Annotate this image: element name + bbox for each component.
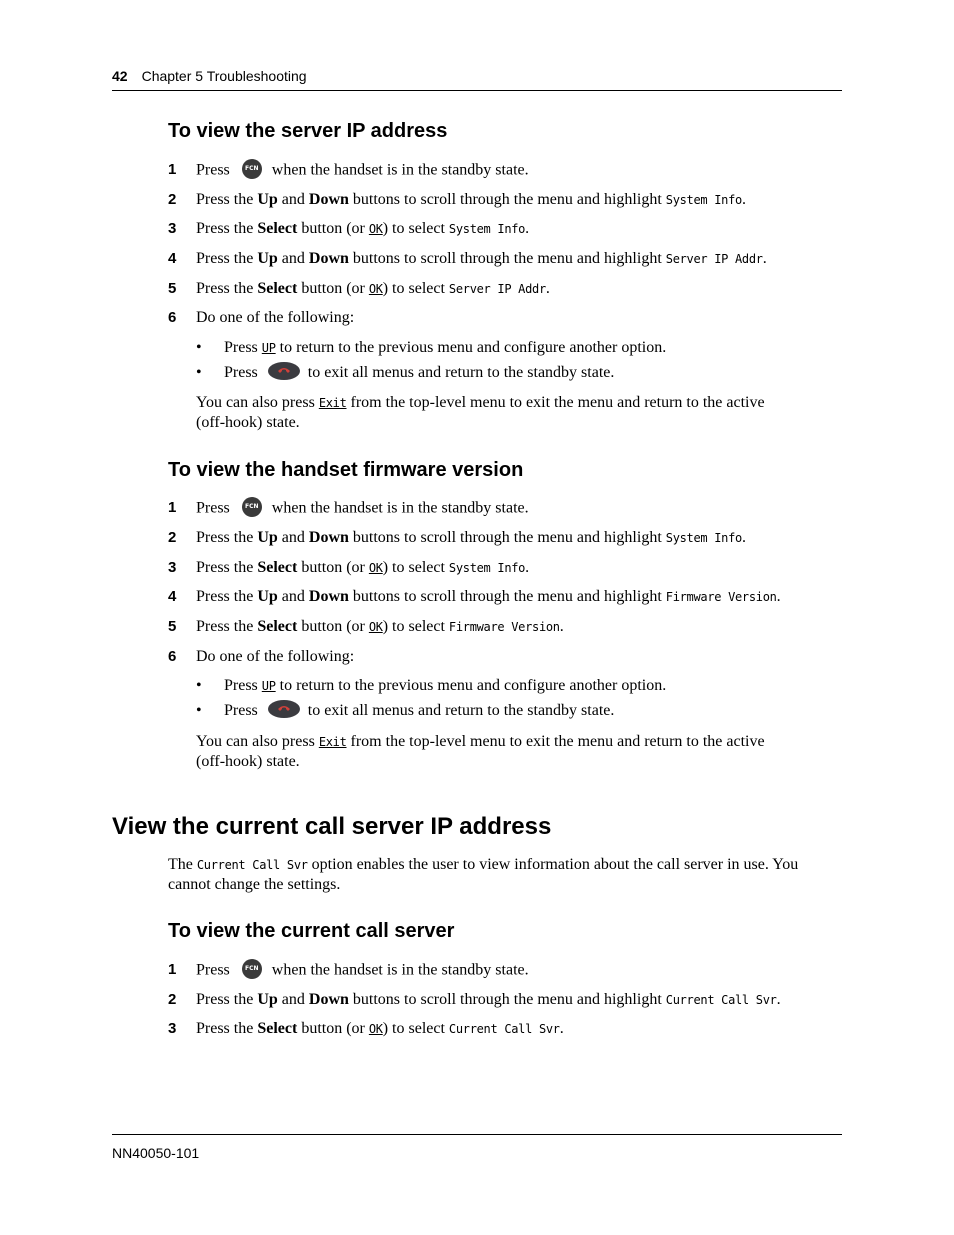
menu-item-text: System Info [448, 561, 526, 575]
chapter-title: Chapter 5 Troubleshooting [141, 68, 307, 84]
menu-item-text: Firmware Version [448, 620, 560, 634]
exit-note: You can also press Exit from the top-level menu to exit the menu and return to the active (off-hook) state. [196, 394, 765, 431]
section-title-firmware: To view the handset firmware version [168, 459, 524, 481]
ok-softkey-text: OK [368, 1022, 383, 1036]
menu-item-text: Current Call Svr [448, 1022, 560, 1036]
exit-softkey-text: Exit [318, 396, 347, 410]
section-title-server-ip: To view the server IP address [168, 120, 448, 142]
menu-item-text: Firmware Version [665, 590, 777, 604]
page-header [112, 68, 842, 91]
page-number: 42 [112, 68, 128, 84]
end-call-icon [268, 700, 300, 718]
page-footer [112, 1134, 842, 1161]
ok-softkey-text: OK [368, 561, 383, 575]
end-call-icon [268, 362, 300, 380]
ok-softkey-text: OK [368, 620, 383, 634]
exit-softkey-text: Exit [318, 735, 347, 749]
menu-item-text: Server IP Addr [665, 252, 763, 266]
section-title-current-call-server: To view the current call server [168, 920, 455, 942]
up-softkey-text: UP [261, 341, 276, 355]
ok-softkey-text: OK [368, 222, 383, 236]
exit-note: You can also press Exit from the top-level menu to exit the menu and return to the active (off-hook) state. [196, 733, 765, 770]
menu-item-text: Current Call Svr [196, 858, 308, 872]
fcn-button-icon: FCN [242, 159, 262, 179]
section-title-call-server: View the current call server IP address [112, 813, 552, 840]
menu-item-text: System Info [665, 193, 742, 207]
call-server-intro: The Current Call Svr option enables the user to view information about the call server in use. You cannot change the settings. [168, 856, 799, 893]
fcn-button-icon: FCN [242, 497, 262, 517]
fcn-button-icon: FCN [242, 959, 262, 979]
menu-item-text: Server IP Addr [448, 282, 546, 296]
document-id: NN40050-101 [112, 1145, 200, 1161]
ok-softkey-text: OK [368, 282, 383, 296]
up-softkey-text: UP [261, 679, 276, 693]
menu-item-text: System Info [665, 531, 742, 545]
menu-item-text: System Info [448, 222, 526, 236]
menu-item-text: Current Call Svr [665, 993, 777, 1007]
